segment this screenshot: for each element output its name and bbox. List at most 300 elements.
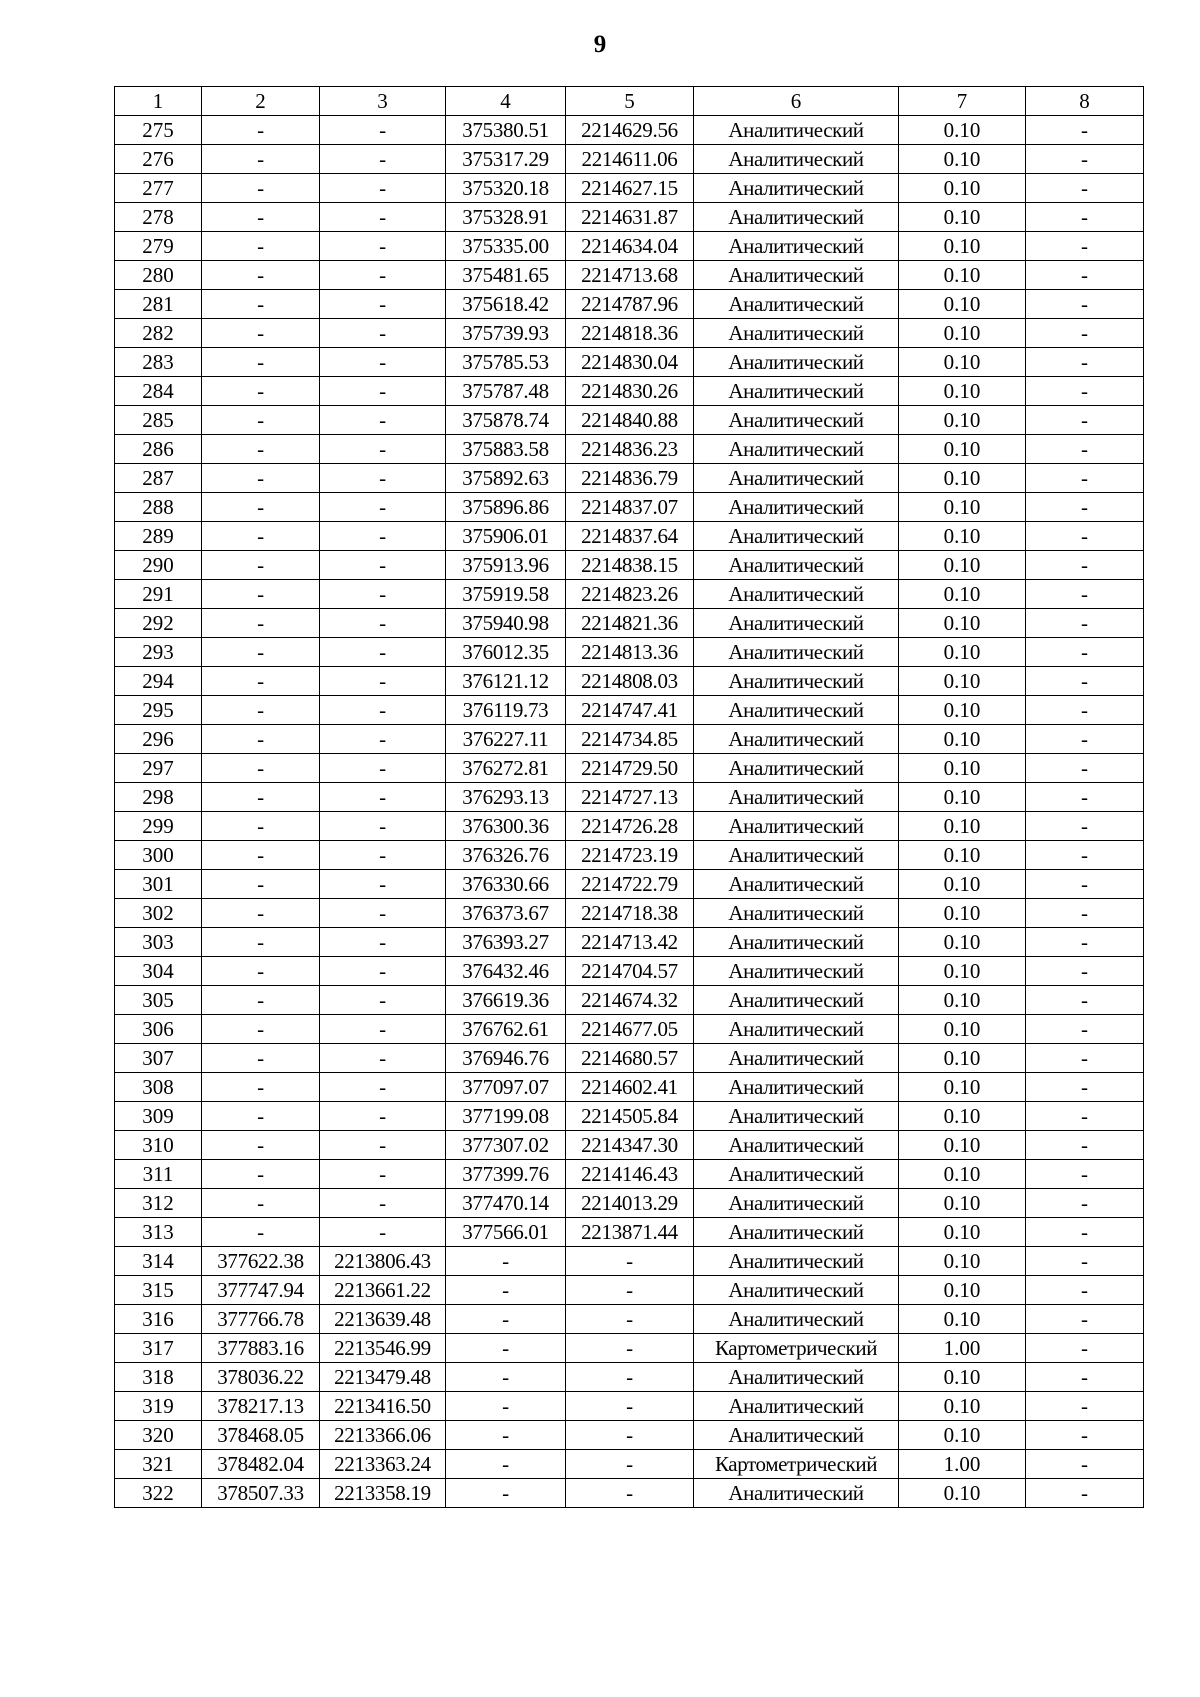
cell-point-number: 310: [115, 1131, 202, 1160]
cell-point-number: 278: [115, 203, 202, 232]
cell-method: Аналитический: [694, 1421, 899, 1450]
cell-point-number: 304: [115, 957, 202, 986]
cell-description: -: [1026, 1392, 1144, 1421]
cell-point-number: 284: [115, 377, 202, 406]
cell-old-y: -: [320, 928, 446, 957]
cell-point-number: 287: [115, 464, 202, 493]
cell-old-y: -: [320, 261, 446, 290]
cell-old-y: -: [320, 406, 446, 435]
cell-accuracy: 0.10: [899, 638, 1026, 667]
cell-accuracy: 0.10: [899, 1479, 1026, 1508]
table-row: [115, 1102, 1144, 1131]
cell-accuracy: 0.10: [899, 841, 1026, 870]
table-row: [115, 1421, 1144, 1450]
table-row: [115, 725, 1144, 754]
cell-description: -: [1026, 1015, 1144, 1044]
cell-old-x: -: [202, 957, 320, 986]
cell-description: -: [1026, 841, 1144, 870]
cell-method: Аналитический: [694, 1160, 899, 1189]
cell-point-number: 309: [115, 1102, 202, 1131]
table-row: [115, 232, 1144, 261]
cell-method: Аналитический: [694, 232, 899, 261]
cell-accuracy: 0.10: [899, 1160, 1026, 1189]
cell-new-y: 2214629.56: [566, 116, 694, 145]
cell-description: -: [1026, 435, 1144, 464]
cell-point-number: 292: [115, 609, 202, 638]
table-row: [115, 1218, 1144, 1247]
cell-old-x: -: [202, 1102, 320, 1131]
cell-new-y: 2214602.41: [566, 1073, 694, 1102]
cell-point-number: 301: [115, 870, 202, 899]
cell-new-y: 2214631.87: [566, 203, 694, 232]
cell-new-y: 2214837.07: [566, 493, 694, 522]
cell-method: Аналитический: [694, 1392, 899, 1421]
table-row: [115, 812, 1144, 841]
cell-new-y: -: [566, 1247, 694, 1276]
cell-old-y: 2213546.99: [320, 1334, 446, 1363]
cell-method: Аналитический: [694, 1015, 899, 1044]
cell-method: Аналитический: [694, 1131, 899, 1160]
cell-description: -: [1026, 1247, 1144, 1276]
cell-point-number: 289: [115, 522, 202, 551]
cell-old-y: 2213358.19: [320, 1479, 446, 1508]
cell-description: -: [1026, 522, 1144, 551]
cell-old-y: -: [320, 290, 446, 319]
cell-new-x: -: [446, 1392, 566, 1421]
cell-description: -: [1026, 667, 1144, 696]
cell-new-x: 375940.98: [446, 609, 566, 638]
table-row: [115, 986, 1144, 1015]
cell-old-x: -: [202, 667, 320, 696]
cell-point-number: 318: [115, 1363, 202, 1392]
cell-accuracy: 0.10: [899, 696, 1026, 725]
cell-new-x: 375892.63: [446, 464, 566, 493]
cell-old-x: -: [202, 174, 320, 203]
cell-old-y: -: [320, 1015, 446, 1044]
cell-method: Аналитический: [694, 493, 899, 522]
cell-new-y: -: [566, 1305, 694, 1334]
cell-accuracy: 0.10: [899, 406, 1026, 435]
coordinates-table: [114, 86, 1144, 1508]
cell-new-x: 376012.35: [446, 638, 566, 667]
column-header-6: 6: [694, 87, 899, 116]
cell-accuracy: 0.10: [899, 203, 1026, 232]
cell-method: Аналитический: [694, 957, 899, 986]
cell-point-number: 282: [115, 319, 202, 348]
table-row: [115, 1247, 1144, 1276]
cell-new-y: 2214734.85: [566, 725, 694, 754]
cell-old-y: -: [320, 1044, 446, 1073]
cell-description: -: [1026, 1160, 1144, 1189]
cell-new-x: 376293.13: [446, 783, 566, 812]
cell-method: Аналитический: [694, 1276, 899, 1305]
cell-new-y: 2214677.05: [566, 1015, 694, 1044]
cell-new-x: -: [446, 1363, 566, 1392]
cell-description: -: [1026, 696, 1144, 725]
cell-point-number: 305: [115, 986, 202, 1015]
table-row: [115, 1276, 1144, 1305]
cell-old-y: -: [320, 145, 446, 174]
cell-accuracy: 0.10: [899, 899, 1026, 928]
cell-new-y: 2214726.28: [566, 812, 694, 841]
cell-new-x: 376373.67: [446, 899, 566, 928]
cell-description: -: [1026, 812, 1144, 841]
cell-old-x: -: [202, 638, 320, 667]
cell-description: -: [1026, 1073, 1144, 1102]
cell-point-number: 294: [115, 667, 202, 696]
cell-accuracy: 0.10: [899, 290, 1026, 319]
cell-accuracy: 0.10: [899, 116, 1026, 145]
cell-old-y: -: [320, 1189, 446, 1218]
cell-old-y: 2213639.48: [320, 1305, 446, 1334]
cell-description: -: [1026, 957, 1144, 986]
cell-point-number: 313: [115, 1218, 202, 1247]
table-row: [115, 290, 1144, 319]
cell-point-number: 276: [115, 145, 202, 174]
table-row: [115, 435, 1144, 464]
cell-description: -: [1026, 464, 1144, 493]
cell-method: Аналитический: [694, 435, 899, 464]
table-row: [115, 1479, 1144, 1508]
table-row: [115, 957, 1144, 986]
cell-new-x: 376119.73: [446, 696, 566, 725]
cell-new-y: 2214836.79: [566, 464, 694, 493]
cell-accuracy: 0.10: [899, 1276, 1026, 1305]
cell-new-x: 375739.93: [446, 319, 566, 348]
cell-new-y: 2214808.03: [566, 667, 694, 696]
table-row: [115, 319, 1144, 348]
cell-description: -: [1026, 203, 1144, 232]
cell-new-x: 376272.81: [446, 754, 566, 783]
cell-accuracy: 0.10: [899, 928, 1026, 957]
cell-method: Аналитический: [694, 174, 899, 203]
cell-description: -: [1026, 1131, 1144, 1160]
table-row: [115, 1131, 1144, 1160]
cell-description: -: [1026, 1363, 1144, 1392]
table-body: [115, 116, 1144, 1508]
cell-point-number: 321: [115, 1450, 202, 1479]
cell-method: Аналитический: [694, 1247, 899, 1276]
cell-point-number: 311: [115, 1160, 202, 1189]
table-row: [115, 696, 1144, 725]
cell-new-y: -: [566, 1450, 694, 1479]
cell-new-x: 376432.46: [446, 957, 566, 986]
cell-new-y: 2214830.26: [566, 377, 694, 406]
cell-method: Аналитический: [694, 1479, 899, 1508]
cell-accuracy: 0.10: [899, 493, 1026, 522]
cell-description: -: [1026, 290, 1144, 319]
cell-accuracy: 0.10: [899, 725, 1026, 754]
cell-new-y: 2214674.32: [566, 986, 694, 1015]
cell-description: -: [1026, 493, 1144, 522]
cell-old-x: -: [202, 493, 320, 522]
table-row: [115, 261, 1144, 290]
table-row: [115, 1305, 1144, 1334]
table-row: [115, 174, 1144, 203]
cell-method: Аналитический: [694, 870, 899, 899]
cell-description: -: [1026, 319, 1144, 348]
cell-new-x: -: [446, 1421, 566, 1450]
cell-accuracy: 0.10: [899, 1392, 1026, 1421]
cell-old-y: -: [320, 464, 446, 493]
cell-point-number: 303: [115, 928, 202, 957]
cell-point-number: 300: [115, 841, 202, 870]
cell-accuracy: 0.10: [899, 1015, 1026, 1044]
cell-description: -: [1026, 754, 1144, 783]
cell-old-y: -: [320, 522, 446, 551]
cell-new-y: 2214838.15: [566, 551, 694, 580]
cell-point-number: 319: [115, 1392, 202, 1421]
cell-new-y: 2213871.44: [566, 1218, 694, 1247]
cell-new-y: -: [566, 1363, 694, 1392]
cell-new-x: 375906.01: [446, 522, 566, 551]
table-row: [115, 783, 1144, 812]
cell-old-y: -: [320, 493, 446, 522]
column-header-2: 2: [202, 87, 320, 116]
table-row: [115, 638, 1144, 667]
cell-point-number: 293: [115, 638, 202, 667]
column-header-4: 4: [446, 87, 566, 116]
cell-accuracy: 0.10: [899, 957, 1026, 986]
column-header-8: 8: [1026, 87, 1144, 116]
cell-accuracy: 0.10: [899, 1247, 1026, 1276]
cell-old-x: -: [202, 145, 320, 174]
cell-old-y: -: [320, 348, 446, 377]
cell-new-x: 375328.91: [446, 203, 566, 232]
cell-old-y: -: [320, 841, 446, 870]
cell-accuracy: 0.10: [899, 609, 1026, 638]
cell-method: Аналитический: [694, 522, 899, 551]
cell-new-x: 377199.08: [446, 1102, 566, 1131]
cell-point-number: 295: [115, 696, 202, 725]
cell-old-x: -: [202, 377, 320, 406]
table-row: [115, 551, 1144, 580]
cell-new-x: 375481.65: [446, 261, 566, 290]
cell-new-x: 376762.61: [446, 1015, 566, 1044]
cell-new-y: 2214146.43: [566, 1160, 694, 1189]
cell-old-y: -: [320, 1160, 446, 1189]
cell-new-x: 376121.12: [446, 667, 566, 696]
cell-point-number: 320: [115, 1421, 202, 1450]
cell-description: -: [1026, 1044, 1144, 1073]
column-header-5: 5: [566, 87, 694, 116]
cell-old-x: 378507.33: [202, 1479, 320, 1508]
cell-description: -: [1026, 1276, 1144, 1305]
cell-new-y: 2214713.42: [566, 928, 694, 957]
cell-description: -: [1026, 261, 1144, 290]
cell-method: Аналитический: [694, 116, 899, 145]
cell-point-number: 307: [115, 1044, 202, 1073]
cell-old-y: -: [320, 609, 446, 638]
cell-accuracy: 0.10: [899, 1305, 1026, 1334]
cell-new-y: 2214813.36: [566, 638, 694, 667]
column-header-1: 1: [115, 87, 202, 116]
cell-new-x: 376619.36: [446, 986, 566, 1015]
cell-description: -: [1026, 986, 1144, 1015]
table-row: [115, 870, 1144, 899]
cell-old-x: -: [202, 551, 320, 580]
cell-old-x: -: [202, 319, 320, 348]
cell-new-y: 2214836.23: [566, 435, 694, 464]
table-row: [115, 1160, 1144, 1189]
cell-method: Аналитический: [694, 290, 899, 319]
cell-accuracy: 1.00: [899, 1450, 1026, 1479]
cell-point-number: 315: [115, 1276, 202, 1305]
table-row: [115, 377, 1144, 406]
cell-point-number: 291: [115, 580, 202, 609]
cell-description: -: [1026, 232, 1144, 261]
cell-old-x: -: [202, 754, 320, 783]
cell-method: Аналитический: [694, 1044, 899, 1073]
cell-accuracy: 0.10: [899, 870, 1026, 899]
cell-old-y: -: [320, 667, 446, 696]
cell-new-x: 376300.36: [446, 812, 566, 841]
table-row: [115, 1015, 1144, 1044]
cell-method: Аналитический: [694, 464, 899, 493]
cell-old-x: -: [202, 406, 320, 435]
cell-description: -: [1026, 1334, 1144, 1363]
table-row: [115, 928, 1144, 957]
cell-method: Аналитический: [694, 406, 899, 435]
cell-old-y: -: [320, 986, 446, 1015]
cell-new-x: -: [446, 1305, 566, 1334]
table-header-row: [115, 87, 1144, 116]
cell-new-y: 2214634.04: [566, 232, 694, 261]
cell-description: -: [1026, 1479, 1144, 1508]
cell-old-y: 2213363.24: [320, 1450, 446, 1479]
cell-description: -: [1026, 406, 1144, 435]
cell-description: -: [1026, 725, 1144, 754]
cell-new-x: 377470.14: [446, 1189, 566, 1218]
cell-new-y: 2214013.29: [566, 1189, 694, 1218]
cell-old-y: -: [320, 377, 446, 406]
table-row: [115, 464, 1144, 493]
cell-point-number: 290: [115, 551, 202, 580]
cell-old-y: -: [320, 232, 446, 261]
table-row: [115, 899, 1144, 928]
cell-method: Аналитический: [694, 1073, 899, 1102]
cell-point-number: 314: [115, 1247, 202, 1276]
cell-accuracy: 0.10: [899, 232, 1026, 261]
cell-old-x: 377747.94: [202, 1276, 320, 1305]
cell-new-y: 2214680.57: [566, 1044, 694, 1073]
cell-old-x: -: [202, 1160, 320, 1189]
cell-description: -: [1026, 1218, 1144, 1247]
cell-new-x: 375896.86: [446, 493, 566, 522]
cell-old-y: -: [320, 1102, 446, 1131]
cell-old-y: -: [320, 638, 446, 667]
cell-new-x: 376946.76: [446, 1044, 566, 1073]
cell-old-y: -: [320, 116, 446, 145]
cell-accuracy: 0.10: [899, 1131, 1026, 1160]
table-row: [115, 1044, 1144, 1073]
cell-old-y: -: [320, 696, 446, 725]
cell-new-x: 377307.02: [446, 1131, 566, 1160]
cell-old-x: -: [202, 899, 320, 928]
cell-point-number: 285: [115, 406, 202, 435]
cell-old-x: -: [202, 435, 320, 464]
cell-description: -: [1026, 899, 1144, 928]
cell-old-y: -: [320, 435, 446, 464]
cell-accuracy: 0.10: [899, 522, 1026, 551]
cell-old-x: -: [202, 348, 320, 377]
cell-method: Аналитический: [694, 812, 899, 841]
cell-point-number: 322: [115, 1479, 202, 1508]
cell-accuracy: 0.10: [899, 1421, 1026, 1450]
cell-method: Аналитический: [694, 986, 899, 1015]
cell-old-x: 377883.16: [202, 1334, 320, 1363]
cell-new-y: 2214704.57: [566, 957, 694, 986]
table-row: [115, 522, 1144, 551]
cell-method: Картометрический: [694, 1450, 899, 1479]
cell-old-x: 377766.78: [202, 1305, 320, 1334]
cell-new-y: 2214611.06: [566, 145, 694, 174]
cell-description: -: [1026, 1189, 1144, 1218]
cell-new-y: -: [566, 1276, 694, 1305]
cell-old-y: -: [320, 899, 446, 928]
cell-new-y: 2214818.36: [566, 319, 694, 348]
cell-old-x: -: [202, 1015, 320, 1044]
cell-point-number: 299: [115, 812, 202, 841]
cell-old-x: -: [202, 725, 320, 754]
table-row: [115, 203, 1144, 232]
cell-old-x: -: [202, 1073, 320, 1102]
cell-accuracy: 0.10: [899, 580, 1026, 609]
cell-old-y: -: [320, 957, 446, 986]
cell-new-y: 2214713.68: [566, 261, 694, 290]
cell-new-x: 375878.74: [446, 406, 566, 435]
cell-description: -: [1026, 783, 1144, 812]
table-row: [115, 1450, 1144, 1479]
table-row: [115, 145, 1144, 174]
cell-method: Аналитический: [694, 1218, 899, 1247]
cell-new-x: 375380.51: [446, 116, 566, 145]
cell-old-x: -: [202, 609, 320, 638]
cell-accuracy: 0.10: [899, 986, 1026, 1015]
cell-old-x: -: [202, 928, 320, 957]
cell-accuracy: 0.10: [899, 812, 1026, 841]
cell-new-x: 377399.76: [446, 1160, 566, 1189]
cell-new-x: -: [446, 1247, 566, 1276]
table-row: [115, 667, 1144, 696]
cell-new-y: 2214347.30: [566, 1131, 694, 1160]
cell-new-x: 376393.27: [446, 928, 566, 957]
cell-old-x: -: [202, 986, 320, 1015]
cell-old-y: -: [320, 1218, 446, 1247]
cell-old-y: -: [320, 319, 446, 348]
cell-new-y: -: [566, 1334, 694, 1363]
cell-point-number: 280: [115, 261, 202, 290]
table-row: [115, 1189, 1144, 1218]
cell-old-x: -: [202, 812, 320, 841]
cell-description: -: [1026, 1421, 1144, 1450]
cell-old-x: -: [202, 203, 320, 232]
table-row: [115, 841, 1144, 870]
table-row: [115, 348, 1144, 377]
cell-accuracy: 0.10: [899, 754, 1026, 783]
cell-description: -: [1026, 609, 1144, 638]
cell-accuracy: 0.10: [899, 319, 1026, 348]
cell-method: Аналитический: [694, 928, 899, 957]
cell-description: -: [1026, 1305, 1144, 1334]
cell-old-x: -: [202, 522, 320, 551]
table-row: [115, 116, 1144, 145]
cell-old-y: -: [320, 203, 446, 232]
cell-old-y: 2213366.06: [320, 1421, 446, 1450]
cell-accuracy: 0.10: [899, 377, 1026, 406]
cell-accuracy: 0.10: [899, 348, 1026, 377]
cell-old-y: -: [320, 1073, 446, 1102]
